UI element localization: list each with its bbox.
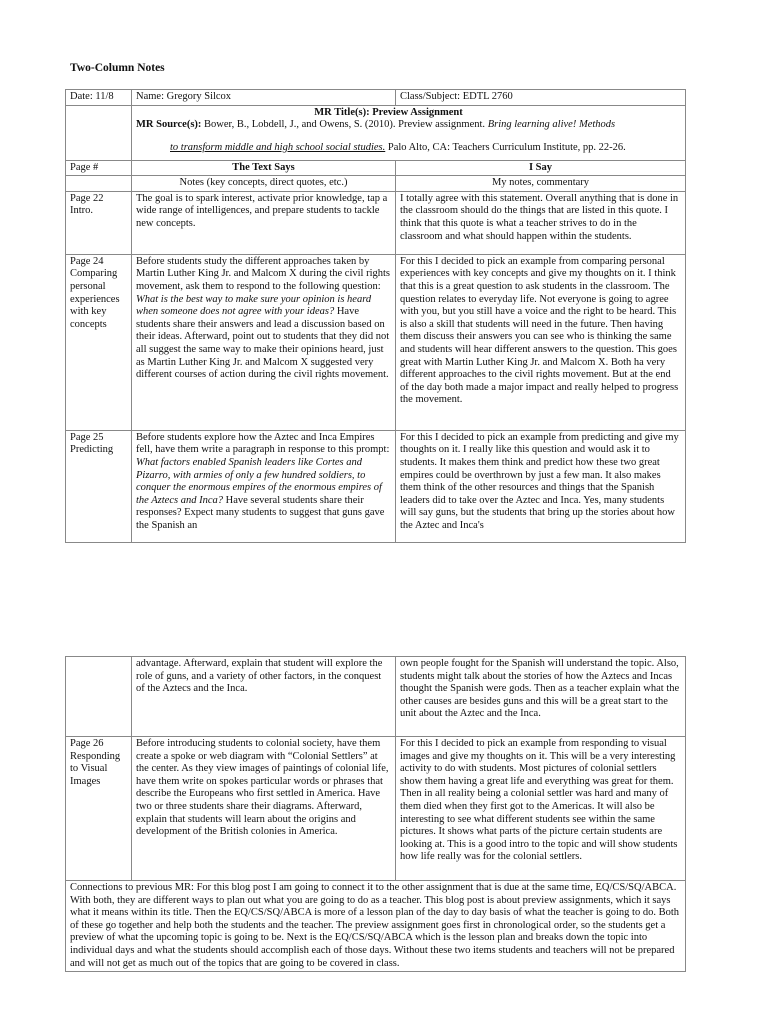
col-i-say-header: I Say (396, 160, 686, 176)
row-text: advantage. Afterward, explain that student will explore the role of guns, and a variety of other factors, in the conquest of the Aztecs and the Inca. (132, 657, 396, 737)
notes-table-top (65, 89, 686, 543)
row-text: Before introducing students to colonial society, have them create a spoke or web diagram with “Colonial Settlers” at the center. As they view images of paintings of colonial life, have them write on spokes particular words or phrases that describe the Europeans who first settled in America. Have two or three students share their diagrams. Afterward, explain that students will learn about the origins and development of the British colonies in America. (132, 737, 396, 881)
row-comment: own people fought for the Spanish will understand the topic. Also, students might talk about the stories of how the Aztecs and Incas thought the Spanish were gods. Then as a teacher explain what the other causes are besides guns and this will be a great start to the unit about the Aztec and the Inca. (396, 657, 686, 737)
page-title: Two-Column Notes (70, 62, 165, 74)
column-header-row (66, 160, 686, 176)
row-comment: I totally agree with this statement. Overall anything that is done in the classroom should do the things that are listed in this quote. I think that this quote is what a teacher strives to do in the classroom and what should happen within the students. (396, 191, 686, 254)
table-row (66, 191, 686, 254)
table-row (66, 657, 686, 737)
mr-source-line2: to transform middle and high school social studies. Palo Alto, CA: Teachers Curriculum Institute, pp. 22-26. (170, 141, 626, 153)
mr-row (66, 105, 686, 160)
row-text: The goal is to spark interest, activate prior knowledge, tap a wide range of intelligences, and prepare students to tackle new concepts. (132, 191, 396, 254)
col-i-say-sub: My notes, commentary (396, 176, 686, 192)
header-row (66, 90, 686, 106)
row-comment: For this I decided to pick an example from comparing personal experiences with key concepts and give my thoughts on it. I think that this is a great question to ask students in the classroom. The question relates to everyday life. Not everyone is going to agree with you, but you still have a voice and the right to be heard. This is also a skill that students will need in the future. Then having them discuss their answers you can see who is thinking the same and students will hear different answers to the question. This goes great with Martin Luther King Jr. and Malcom X. Both ha very different approaches to the civil rights movement. But at the end of the day both made a major impact and really helped to progress the movement. (396, 254, 686, 430)
date-cell: Date: 11/8 (66, 90, 132, 106)
column-subheader-row (66, 176, 686, 192)
row-page (66, 657, 132, 737)
connections-row (66, 881, 686, 972)
col-text-says-sub: Notes (key concepts, direct quotes, etc.) (132, 176, 396, 192)
row-comment: For this I decided to pick an example from responding to visual images and give my thoughts on it. This will be a very interesting activity to do with students. Most pictures of colonial settlers show them having a great life and everything was great for them. Then in all reality being a colonial settler was hard and many of them died when they first got to the Americas. It will also be interesting to see what different students see within the same pictures. It shows what parts of the picture certain students are looking at. This is a good intro to the topic and will show students how life really was for the colonial settlers. (396, 737, 686, 881)
row-page: Page 24 Comparing personal experiences with key concepts (66, 254, 132, 430)
row-comment: For this I decided to pick an example from predicting and give my thoughts on it. I really like this question and would ask it to students. It makes them think and predict how these two great empires could be overthrown by just a few man. It also makes them think of the other resources and things that the Spanish leaders did to take over the Aztec and Inca. Yes, many students will say guns, but the students that bring up the stories about how the Aztec and Inca's (396, 430, 686, 542)
row-text: Before students explore how the Aztec and Inca Empires fell, have them write a paragraph in response to this prompt: What factors enabled Spanish leaders like Cortes and Pizarro, with armies of only a few hundred soldiers, to conquer the enormous empires of the enormous empires of the Aztecs and Inca? Have several students share their responses? Expect many students to suggest that guns gave the Spanish an (132, 430, 396, 542)
table-row (66, 430, 686, 542)
notes-table-bottom (65, 656, 686, 972)
mr-title: MR Title(s): Preview Assignment (314, 106, 463, 118)
mr-source: MR Source(s): Bower, B., Lobdell, J., and Owens, S. (2010). Preview assignment. Bring learning alive! Methods (136, 119, 616, 131)
row-page: Page 22 Intro. (66, 191, 132, 254)
name-cell: Name: Gregory Silcox (132, 90, 396, 106)
row-page: Page 26 Responding to Visual Images (66, 737, 132, 881)
col-page-header: Page # (66, 160, 132, 176)
class-cell: Class/Subject: EDTL 2760 (396, 90, 686, 106)
mr-cell (132, 105, 686, 160)
table-row (66, 737, 686, 881)
row-text: Before students study the different approaches taken by Martin Luther King Jr. and Malcom X during the civil rights movement, ask them to respond to the following question: What is the best way to make sure your opinion is heard when someone does not agree with your ideas? Have students share their answers and lead a discussion based on their ideas. Afterward, point out to students that they did not all suggest the same way to make their opinions heard, just as Martin Luther King Jr. and Malcom X suggested very different courses of action during the civil rights movement. (132, 254, 396, 430)
table-row (66, 254, 686, 430)
connections-text: Connections to previous MR: For this blog post I am going to connect it to the other assignment that is due at the same time, EQ/CS/SQ/ABCA. With both, they are different ways to plan out what you are going to do as a teacher. This blog post is about preview assignments, which it says what it means within its title. Then the EQ/CS/SQ/ABCA is more of a lesson plan of the day to day basis of what the teacher is going to do. Both of these go together and help both the students and the teacher. The preview assignment goes first in chronological order, so the students get a preview of what the upcoming topic is going to be. Next is the EQ/CS/SQ/ABCA which is the lesson plan and breaks down the topic into individual days and what the students should accomplish each of those days. Without these two items students and teachers will not be prepared and will not get as much out of the topics that are going to be covered in class. (66, 881, 686, 972)
col-text-says-header: The Text Says (132, 160, 396, 176)
row-page: Page 25 Predicting (66, 430, 132, 542)
